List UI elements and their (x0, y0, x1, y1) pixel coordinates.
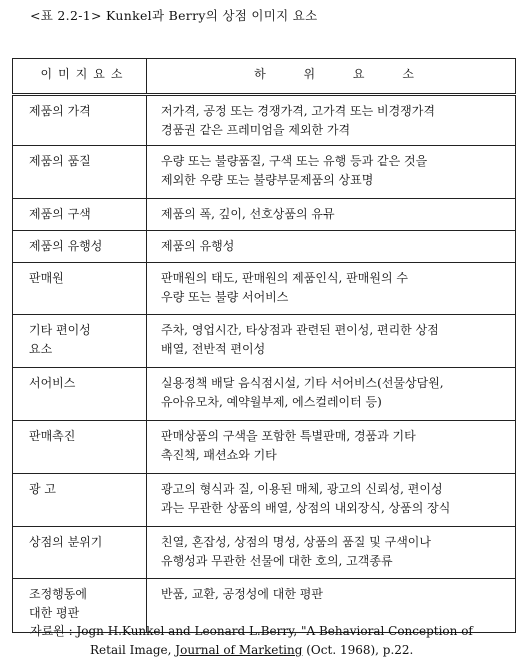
element-cell: 광 고 (13, 474, 147, 527)
table-row (13, 199, 516, 231)
element-cell: 서어비스 (13, 368, 147, 421)
header-sub-elements: 하 위 요 소 (147, 59, 516, 95)
table-row (13, 146, 516, 199)
table-row (13, 368, 516, 421)
sub-element-cell: 광고의 형식과 질, 이용된 매체, 광고의 신뢰성, 편이성 과는 무관한 상품의 배열, 상점의 내외장식, 상품의 장식 (147, 474, 516, 527)
sub-element-cell: 제품의 유행성 (147, 231, 516, 263)
source-line-2 (30, 641, 473, 660)
sub-element-cell: 반품, 교환, 공정성에 대한 평판 (147, 579, 516, 633)
source-citation (30, 622, 473, 660)
sub-element-cell: 판매원의 태도, 판매원의 제품인식, 판매원의 수 우량 또는 불량 서어비스 (147, 263, 516, 315)
table-row (13, 231, 516, 263)
element-cell: 제품의 품질 (13, 146, 147, 199)
sub-element-cell: 우량 또는 불량품질, 구색 또는 유행 등과 같은 것을 제외한 우량 또는 불량부문제품의 상표명 (147, 146, 516, 199)
journal-title: Journal of Marketing (175, 643, 303, 657)
sub-element-cell: 실용정책 배달 음식점시설, 기타 서어비스(선물상담원, 유아유모차, 예약월부제, 에스컬레이터 등) (147, 368, 516, 421)
table-caption: <표 2.2-1> Kunkel과 Berry의 상점 이미지 요소 (30, 8, 318, 23)
table-row (13, 95, 516, 146)
source-date-page: (Oct. 1968), p.22. (302, 643, 414, 657)
source-line-1: 자료원 : Jogn H.Kunkel and Leonard L.Berry, "A Behavioral Conception of (30, 624, 473, 638)
element-cell: 제품의 유행성 (13, 231, 147, 263)
table-row (13, 263, 516, 315)
element-cell: 제품의 구색 (13, 199, 147, 231)
element-cell: 판매촉진 (13, 421, 147, 474)
source-text: Retail Image, (90, 643, 176, 657)
table-row (13, 474, 516, 527)
header-image-element: 이미지요소 (13, 59, 147, 95)
element-cell: 판매원 (13, 263, 147, 315)
element-cell: 제품의 가격 (13, 95, 147, 146)
table-row (13, 421, 516, 474)
table-header-row (13, 59, 516, 95)
element-cell: 상점의 분위기 (13, 527, 147, 579)
sub-element-cell: 판매상품의 구색을 포함한 특별판매, 경품과 기타 촉진책, 패션쇼와 기타 (147, 421, 516, 474)
sub-element-cell: 친열, 혼잡성, 상점의 명성, 상품의 품질 및 구색이나 유행성과 무관한 선물에 대한 호의, 고객종류 (147, 527, 516, 579)
table-row (13, 527, 516, 579)
element-cell: 조정행동에 대한 평판 (13, 579, 147, 633)
sub-element-cell: 저가격, 공정 또는 경쟁가격, 고가격 또는 비경쟁가격 경품권 같은 프레미엄을 제외한 가격 (147, 95, 516, 146)
sub-element-cell: 주차, 영업시간, 타상점과 관련된 편이성, 편리한 상점 배열, 전반적 편이성 (147, 315, 516, 368)
sub-element-cell: 제품의 폭, 깊이, 선호상품의 유뮤 (147, 199, 516, 231)
table-row (13, 315, 516, 368)
element-cell: 기타 편이성 요소 (13, 315, 147, 368)
image-elements-table (12, 58, 516, 633)
